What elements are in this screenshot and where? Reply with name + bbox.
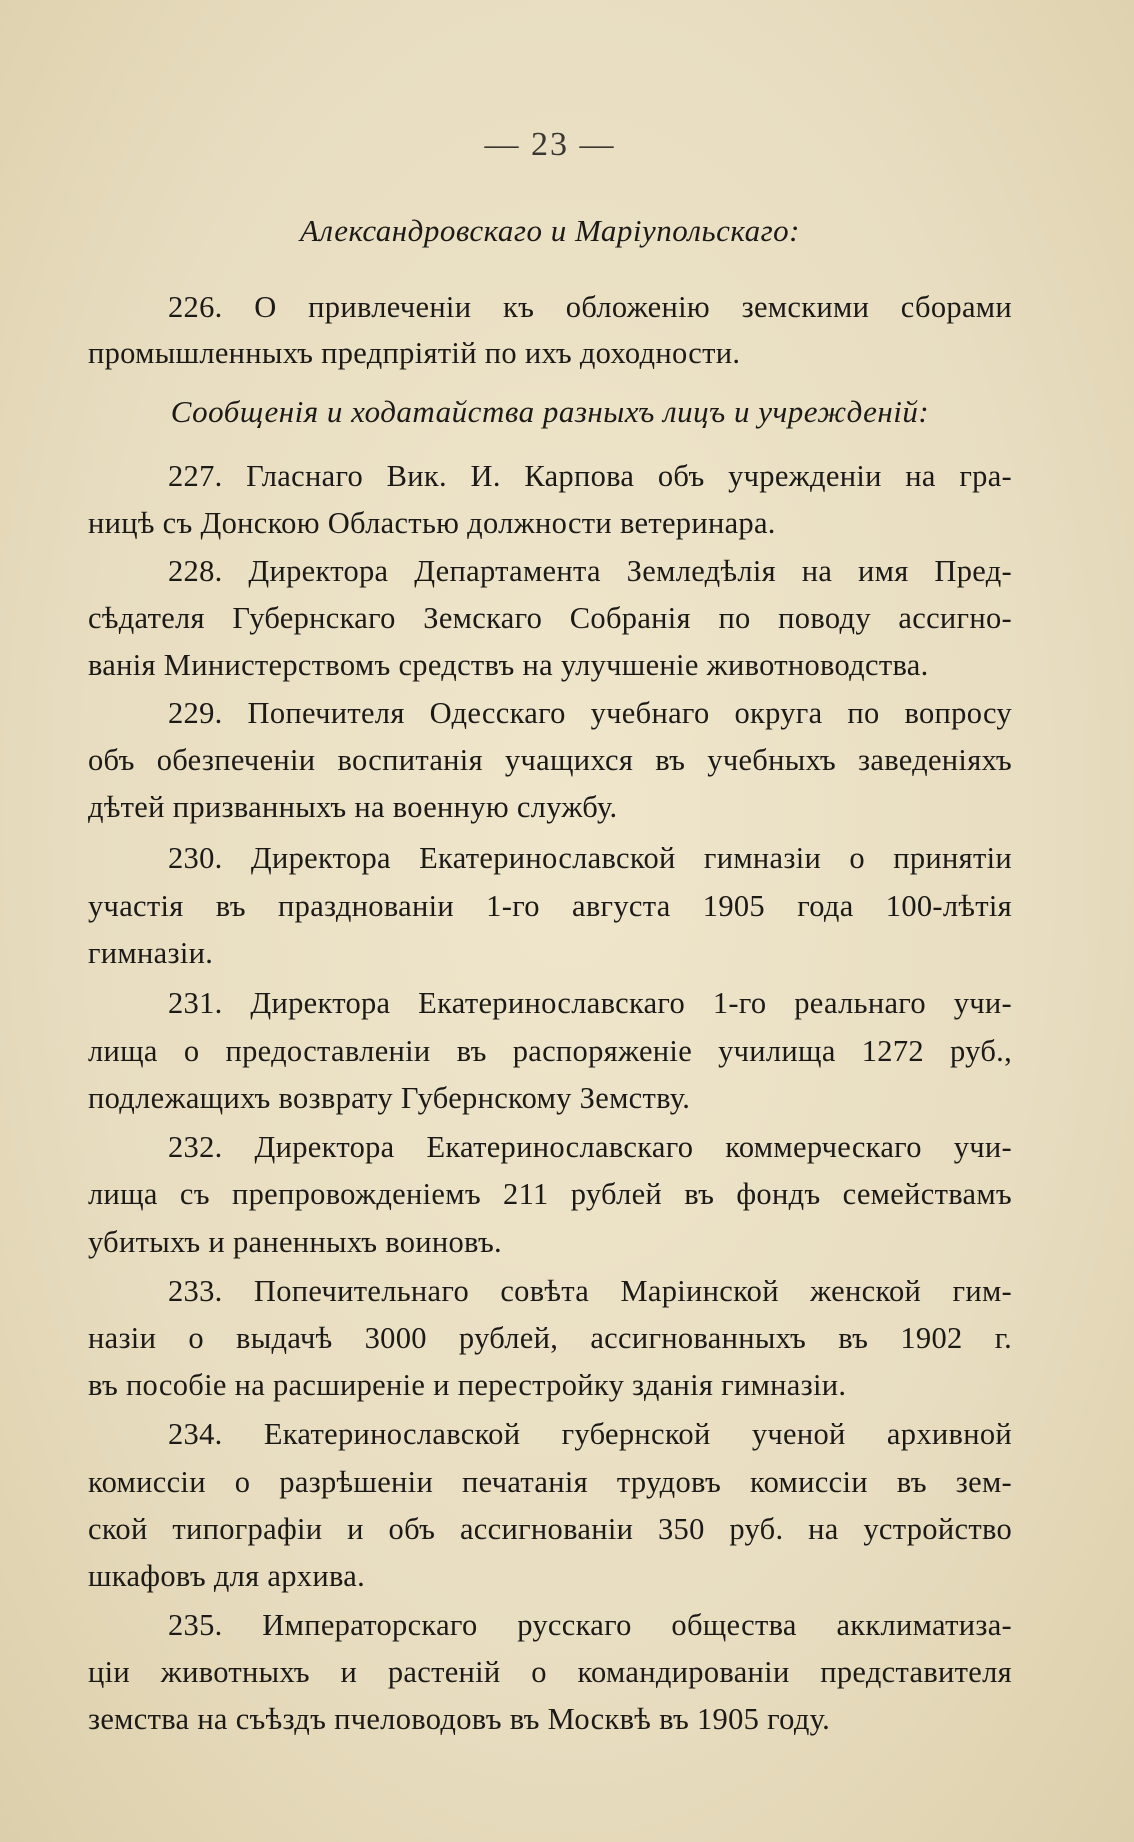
text-line: назіи о выдачѣ 3000 рублей, ассигнованныхъ въ 1902 г. — [88, 1321, 1012, 1355]
text-line: ванія Министерствомъ средствъ на улучшеніе животноводства. — [88, 648, 929, 682]
page-number: — 23 — — [484, 126, 616, 163]
text-line: дѣтей призванныхъ на военную службу. — [88, 790, 618, 824]
text-line: лища о предоставленіи въ распоряженіе училища 1272 руб., — [88, 1034, 1012, 1068]
text-line: промышленныхъ предпріятій по ихъ доходности. — [88, 336, 741, 370]
text-line: 230. Директора Екатеринославской гимназіи о принятіи — [168, 841, 1012, 875]
text-line: 227. Гласнаго Вик. И. Карпова объ учрежденіи на гра- — [168, 459, 1012, 493]
text-line: ницѣ съ Донскою Областью должности ветеринара. — [88, 506, 776, 540]
text-line: 228. Директора Департамента Земледѣлія на имя Пред- — [168, 554, 1012, 588]
text-line: гимназіи. — [88, 936, 214, 970]
text-line: 235. Императорскаго русскаго общества акклиматиза- — [168, 1608, 1012, 1642]
text-line: 231. Директора Екатеринославскаго 1-го реальнаго учи- — [168, 986, 1012, 1020]
text-line: въ пособіе на расширеніе и перестройку зданія гимназіи. — [88, 1368, 847, 1402]
text-line: 229. Попечителя Одесскаго учебнаго округа по вопросу — [168, 696, 1012, 730]
text-line: сѣдателя Губернскаго Земскаго Собранія по поводу ассигно- — [88, 601, 1012, 635]
text-line: 226. О привлеченіи къ обложенію земскими сборами — [168, 290, 1012, 324]
text-line: шкафовъ для архива. — [88, 1559, 366, 1593]
text-line: участія въ празднованіи 1-го августа 1905 года 100-лѣтія — [88, 889, 1012, 923]
text-line: ціи животныхъ и растеній о командированіи представителя — [88, 1655, 1012, 1689]
text-line: лища съ препровожденіемъ 211 рублей въ фондъ семействамъ — [88, 1177, 1012, 1211]
text-line: 232. Директора Екатеринославскаго коммерческаго учи- — [168, 1130, 1012, 1164]
text-line: подлежащихъ возврату Губернскому Земству. — [88, 1081, 691, 1115]
section-heading-2: Сообщенія и ходатайства разныхъ лицъ и учрежденій: — [170, 394, 930, 429]
text-line: 234. Екатеринославской губернской ученой архивной — [168, 1417, 1012, 1451]
text-line: объ обезпеченіи воспитанія учащихся въ учебныхъ заведеніяхъ — [88, 743, 1012, 777]
text-line: комиссіи о разрѣшеніи печатанія трудовъ комиссіи въ зем- — [88, 1465, 1012, 1499]
text-line: убитыхъ и раненныхъ воиновъ. — [88, 1225, 502, 1259]
section-heading-1: Александровскаго и Маріупольскаго: — [300, 213, 800, 248]
text-line: ской типографіи и объ ассигнованіи 350 руб. на устройство — [88, 1512, 1012, 1546]
text-line: 233. Попечительнаго совѣта Маріинской женской гим- — [168, 1274, 1012, 1308]
text-line: земства на съѣздъ пчеловодовъ въ Москвѣ въ 1905 году. — [88, 1702, 831, 1736]
